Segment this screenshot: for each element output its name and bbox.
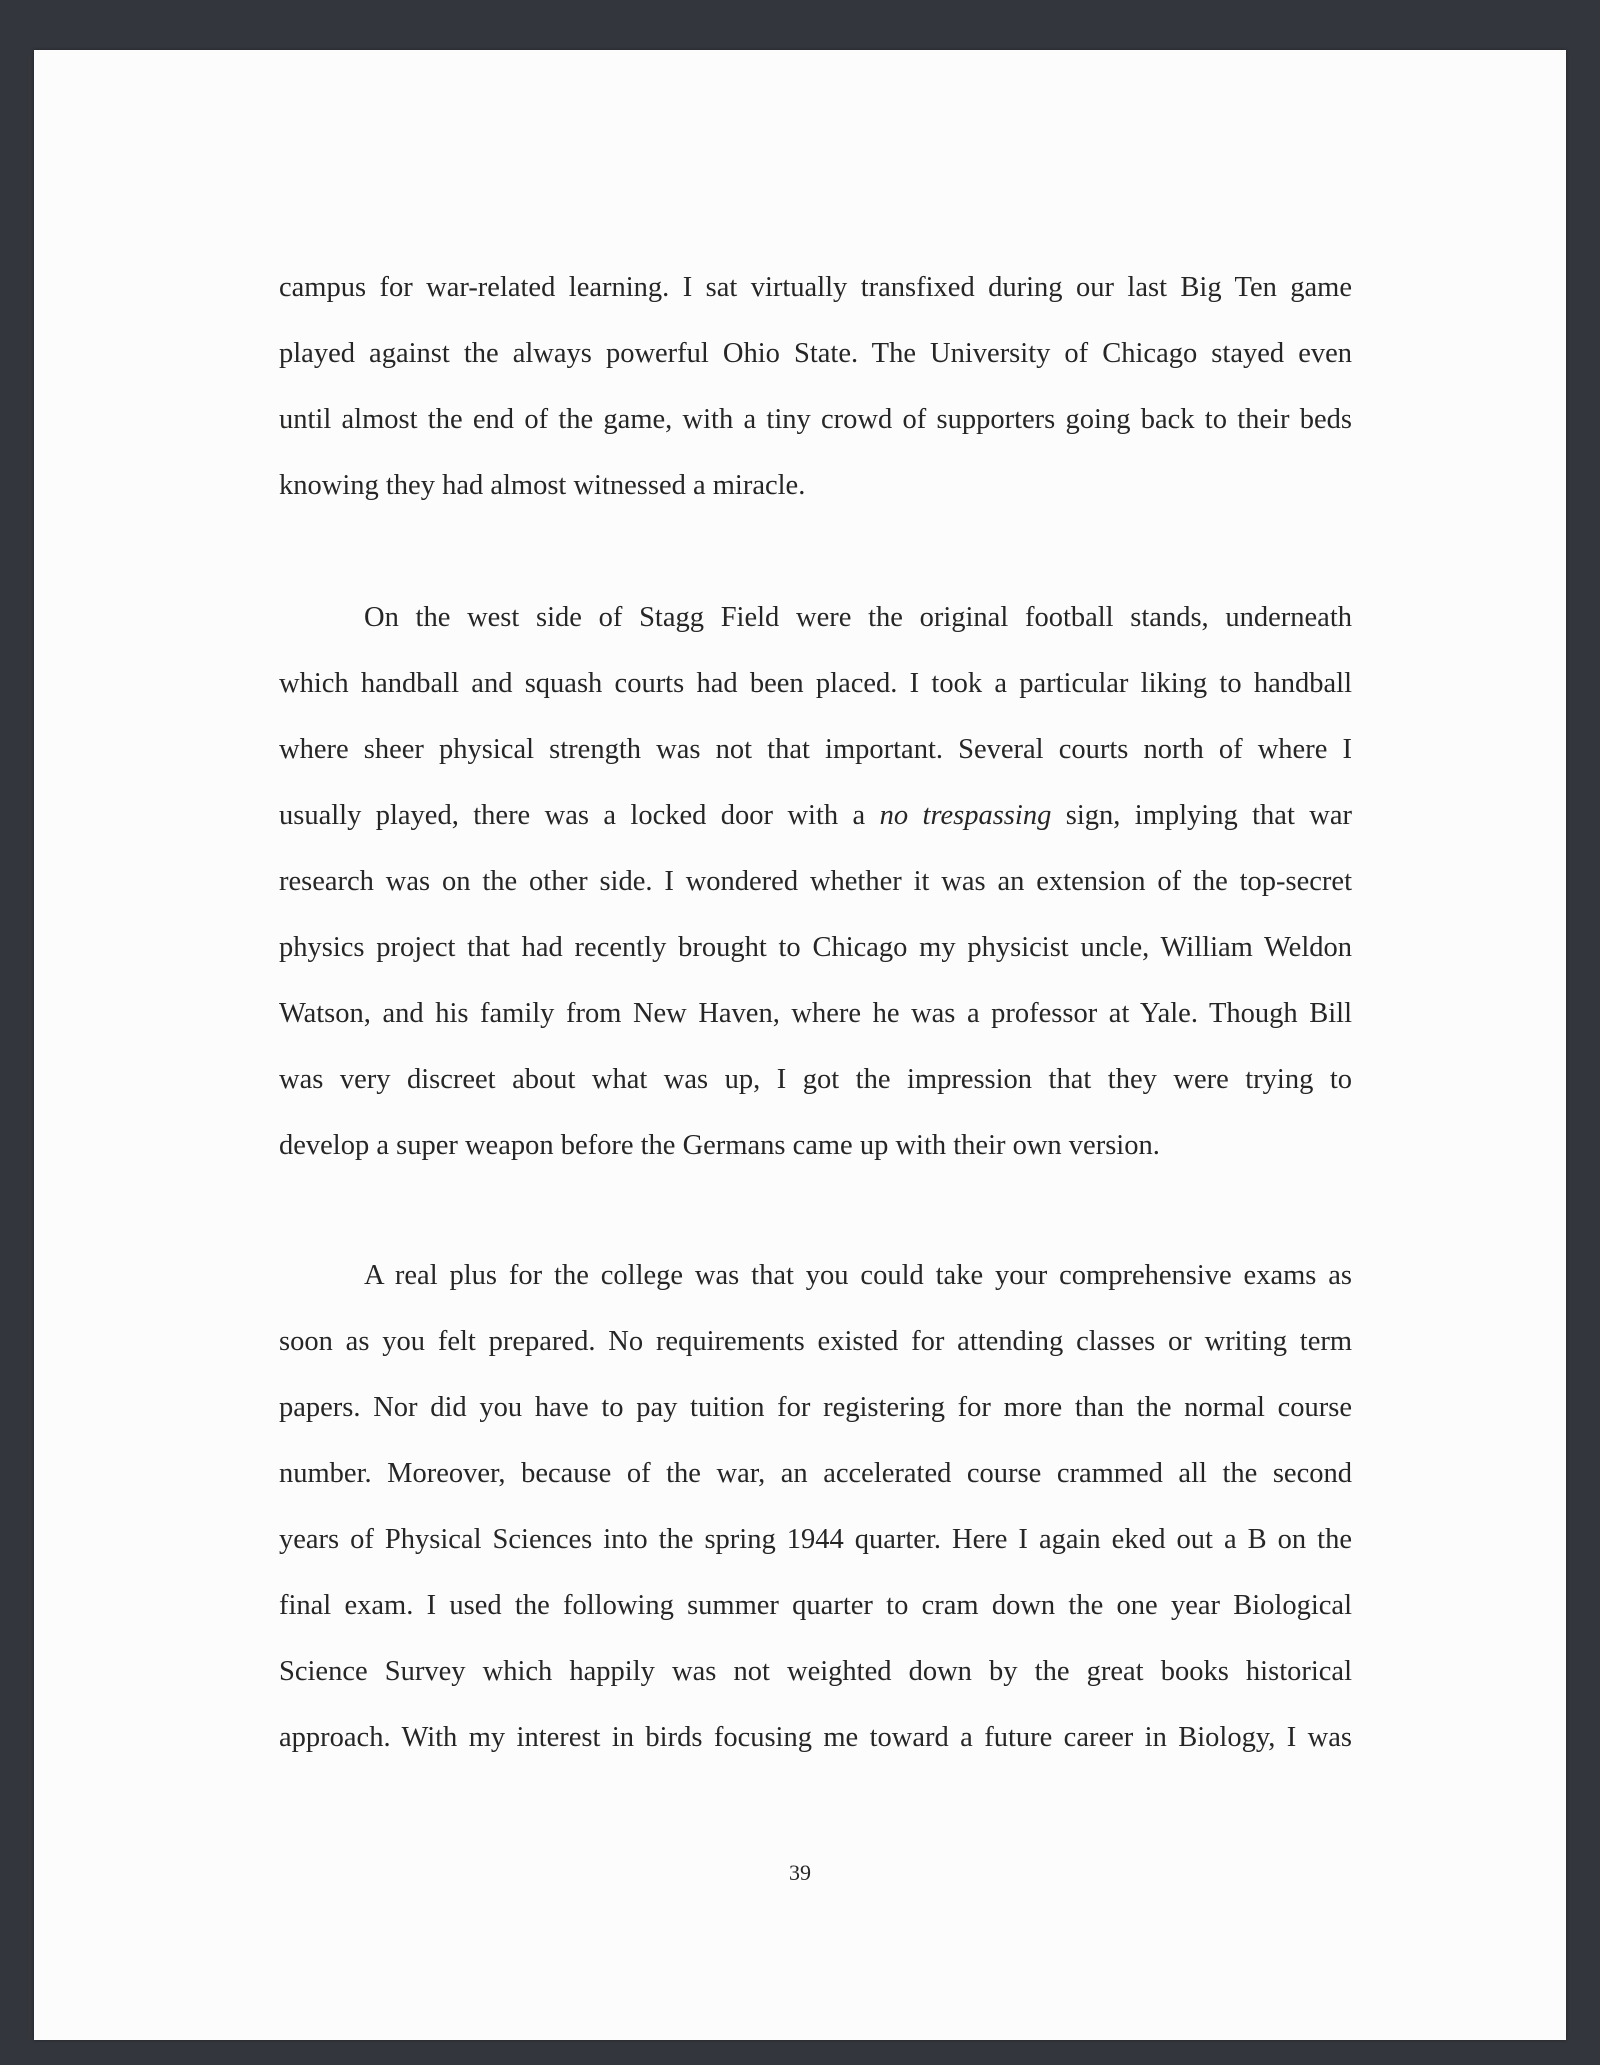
text-segment: usually played, there was a locked door with a [279, 800, 880, 831]
text-line: until almost the end of the game, with a tiny crowd of supporters going back to their beds [279, 404, 1352, 435]
paragraph [279, 585, 1352, 1179]
text-line: approach. With my interest in birds focusing me toward a future career in Biology, I was [279, 1722, 1352, 1753]
text-line: On the west side of Stagg Field were the original football stands, underneath [364, 602, 1352, 633]
text-line: Science Survey which happily was not weighted down by the great books historical [279, 1656, 1352, 1687]
text-line: number. Moreover, because of the war, an accelerated course crammed all the second [279, 1458, 1352, 1489]
text-line: years of Physical Sciences into the spring 1944 quarter. Here I again eked out a B on the [279, 1524, 1352, 1555]
text-line: was very discreet about what was up, I got the impression that they were trying to [279, 1064, 1352, 1095]
text-segment: sign, implying that war [1051, 800, 1352, 831]
paragraph [279, 255, 1352, 519]
text-line: campus for war-related learning. I sat virtually transfixed during our last Big Ten game [279, 272, 1352, 303]
text-line: physics project that had recently brought to Chicago my physicist uncle, William Weldon [279, 932, 1352, 963]
text-line: soon as you felt prepared. No requirements existed for attending classes or writing term [279, 1326, 1352, 1357]
paragraph [279, 1243, 1352, 1771]
text-line: papers. Nor did you have to pay tuition for registering for more than the normal course [279, 1392, 1352, 1423]
text-line: A real plus for the college was that you could take your comprehensive exams as [364, 1260, 1352, 1291]
italic-phrase: no trespassing [879, 800, 1052, 831]
text-line: where sheer physical strength was not that important. Several courts north of where I [279, 734, 1352, 765]
text-line: Watson, and his family from New Haven, where he was a professor at Yale. Though Bill [279, 998, 1352, 1029]
text-line: research was on the other side. I wondered whether it was an extension of the top-secret [279, 866, 1352, 897]
text-line: knowing they had almost witnessed a miracle. [279, 470, 806, 501]
text-line: final exam. I used the following summer quarter to cram down the one year Biological [279, 1590, 1352, 1621]
text-line [279, 783, 1352, 849]
text-line: which handball and squash courts had been placed. I took a particular liking to handball [279, 668, 1352, 699]
document-page [34, 50, 1566, 2040]
text-line: develop a super weapon before the Germans came up with their own version. [279, 1130, 1160, 1161]
text-line: played against the always powerful Ohio State. The University of Chicago stayed even [279, 338, 1352, 369]
page-number: 39 [789, 1860, 811, 1885]
